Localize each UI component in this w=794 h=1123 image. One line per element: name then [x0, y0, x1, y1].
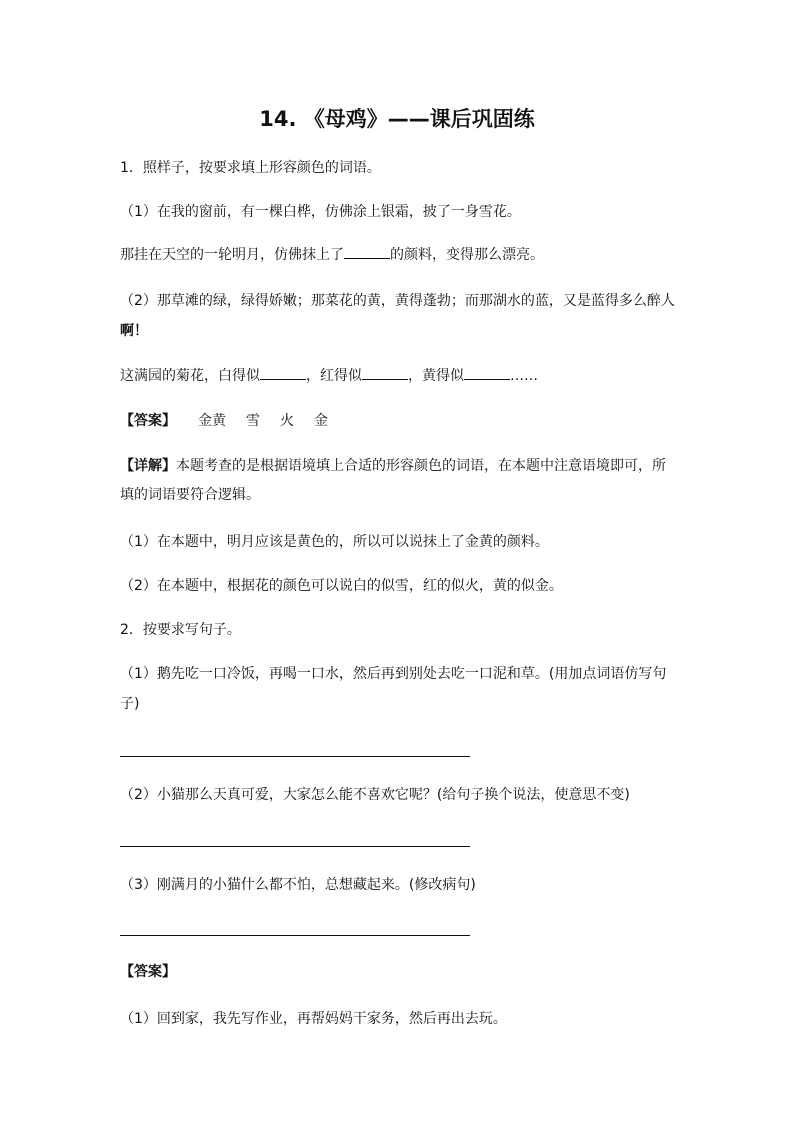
detail-line-2: 填的词语要符合逻辑。 [120, 487, 260, 503]
writing-line [120, 846, 470, 847]
detail-line-1 [120, 456, 666, 476]
example-sentence-1: （1）在我的窗前，有一棵白桦，仿佛涂上银霜，披了一身雪花。 [120, 204, 521, 220]
detail-text-1: 本题考查的是根据语境填上合适的形容颜色的词语，在本题中注意语境即可，所 [176, 458, 666, 474]
answer-sentence-1: （1）回到家，我先写作业，再帮妈妈干家务，然后再出去玩。 [120, 1011, 507, 1027]
fill-sentence-2-part-a: 这满园的菊花，白得似 [120, 368, 260, 384]
page-title: 14. 《母鸡》——课后巩固练 [259, 107, 535, 131]
answer-blank [344, 245, 390, 259]
task-2: （2）小猫那么天真可爱，大家怎么能不喜欢它呢？(给句子换个说法，使意思不变) [120, 787, 630, 803]
answer-blank [362, 366, 408, 380]
answer-label: 【答案】 [120, 413, 176, 429]
answer-item: 火 [280, 413, 294, 429]
detail-label: 【详解】 [120, 458, 176, 474]
question-2-stem: 2．按要求写句子。 [120, 622, 241, 638]
answer-item: 金黄 [198, 413, 226, 429]
task-1-line-2: 子) [120, 696, 140, 712]
answer-row-1 [120, 411, 348, 431]
fill-sentence-1-pre: 那挂在天空的一轮明月，仿佛抹上了 [120, 247, 344, 263]
task-3: （3）刚满月的小猫什么都不怕，总想藏起来。(修改病句) [120, 877, 476, 893]
answer-item: 雪 [246, 413, 260, 429]
writing-line [120, 756, 470, 757]
example-sentence-2-line-1: （2）那草滩的绿，绿得娇嫩；那菜花的黄，黄得蓬勃；而那湖水的蓝，又是蓝得多么醉人 [120, 293, 675, 309]
answer-item: 金 [314, 413, 328, 429]
fill-sentence-2-part-b: ，红得似 [306, 368, 362, 384]
answer-blank [464, 366, 510, 380]
answer-blank [260, 366, 306, 380]
writing-line [120, 935, 470, 936]
fill-sentence-2-part-c: ，黄得似 [408, 368, 464, 384]
answer-label-2: 【答案】 [120, 964, 176, 980]
fill-sentence-2 [120, 366, 538, 386]
question-1-stem: 1．照样子，按要求填上形容颜色的词语。 [120, 160, 381, 176]
fill-sentence-2-end: …… [510, 368, 538, 384]
fill-sentence-1 [120, 245, 544, 265]
fill-sentence-1-post: 的颜料，变得那么漂亮。 [390, 247, 544, 263]
detail-paragraph-1: （1）在本题中，明月应该是黄色的，所以可以说抹上了金黄的颜料。 [120, 534, 549, 550]
task-1-line-1: （1）鹅先吃一口冷饭，再喝一口水，然后再到别处去吃一口泥和草。(用加点词语仿写句 [120, 666, 667, 682]
detail-paragraph-2: （2）在本题中，根据花的颜色可以说白的似雪，红的似火，黄的似金。 [120, 578, 563, 594]
example-sentence-2-line-2: 啊！ [120, 323, 148, 339]
